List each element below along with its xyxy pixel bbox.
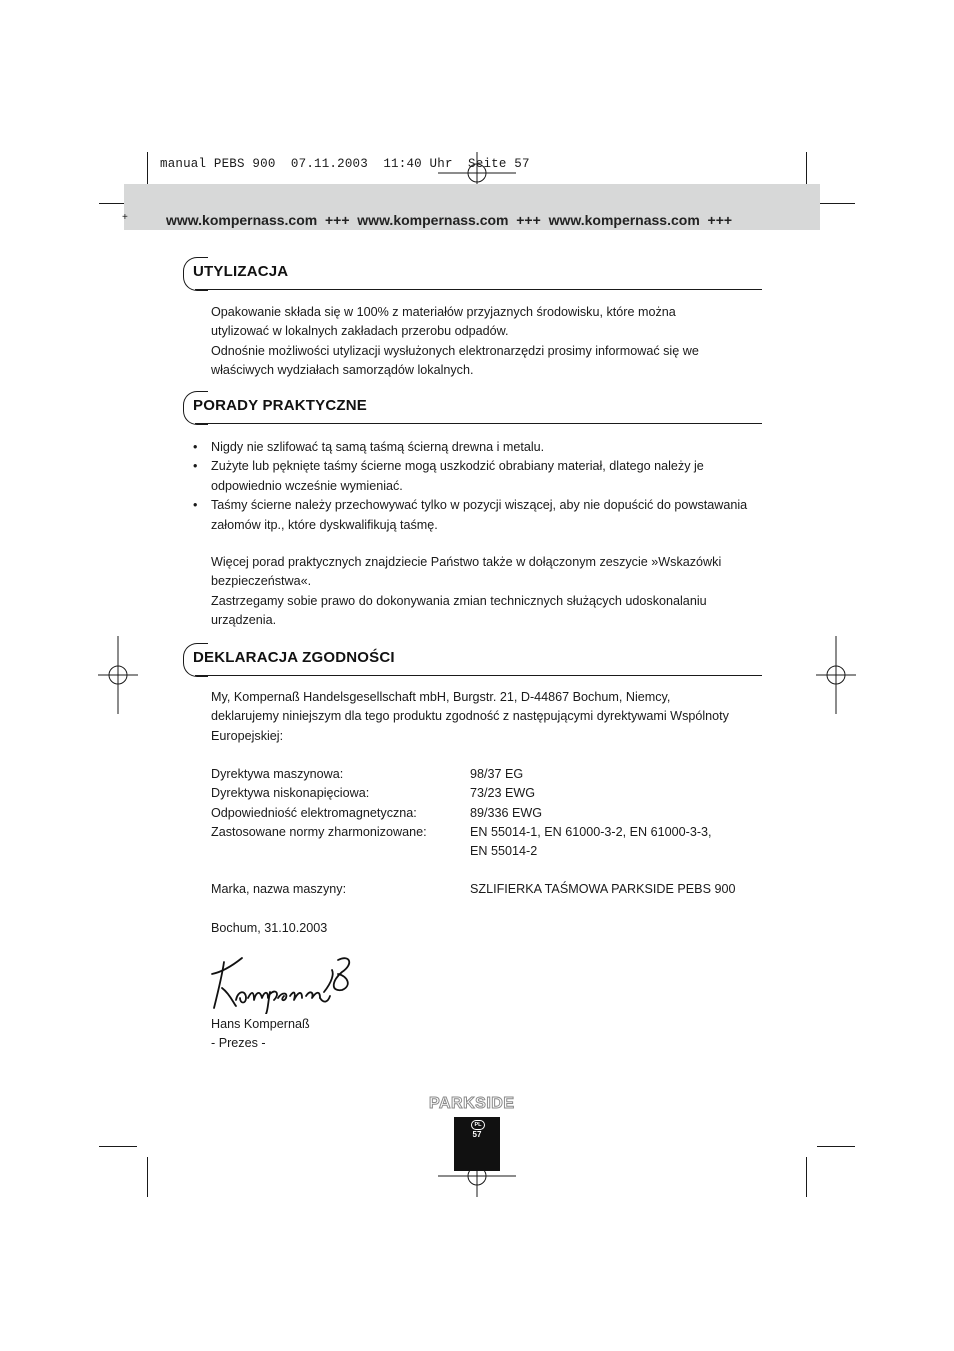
place-date: Bochum, 31.10.2003 xyxy=(211,921,328,935)
bullet-text: Zużyte lub pęknięte taśmy ścierne mogą uszkodzić obrabiany materiał, dlatego należy je odpowiednio wcześnie wymieniać. xyxy=(211,459,704,493)
signer-name: Hans Kompernaß xyxy=(211,1017,310,1031)
deklaracja-intro xyxy=(211,688,761,746)
text-line: deklarujemy niniejszym dla tego produktu zgodność z następującymi dyrektywami Wspólnoty xyxy=(211,709,729,724)
directive-label: Dyrektywa maszynowa: xyxy=(211,767,344,781)
section-heading-porady xyxy=(183,391,762,425)
page-number: 57 xyxy=(472,1130,482,1139)
bullet-icon: • xyxy=(193,459,198,474)
registration-mark-left xyxy=(98,636,138,714)
section-heading-deklaracja xyxy=(183,643,762,677)
text-line: utylizować w lokalnych zakładach przerobu odpadów. xyxy=(211,324,509,339)
crop-mark xyxy=(817,1146,855,1147)
directive-value: EN 55014-1, EN 61000-3-2, EN 61000-3-3, xyxy=(470,825,712,839)
header-website-text: www.kompernass.com +++ www.kompernass.com +++ www.kompernass.com +++ xyxy=(166,212,733,228)
crop-mark xyxy=(99,1146,137,1147)
signer-block xyxy=(211,1015,761,1054)
utylizacja-text xyxy=(211,303,761,381)
section-title: DEKLARACJA ZGODNOŚCI xyxy=(193,649,395,666)
directive-value: EN 55014-2 xyxy=(470,844,538,858)
list-item xyxy=(193,438,761,457)
section-heading-utylizacja xyxy=(183,257,762,291)
crop-mark xyxy=(817,203,855,204)
directive-value: 89/336 EWG xyxy=(470,806,543,820)
text-line: Więcej porad praktycznych znajdziecie Państwo także w dołączonym zeszycie »Wskazówki xyxy=(211,555,722,569)
directive-value: 98/37 EG xyxy=(470,767,524,781)
crop-mark xyxy=(147,1157,148,1197)
text-line: Zastrzegamy sobie prawo do dokonywania zmian technicznych służących udoskonalaniu xyxy=(211,593,707,608)
bullet-text: Nigdy nie szlifować tą samą taśmą ścierną drewna i metalu. xyxy=(211,440,545,454)
heading-rule xyxy=(195,423,762,424)
language-badge: PL xyxy=(471,1120,485,1130)
directive-label: Zastosowane normy zharmonizowane: xyxy=(211,825,427,839)
heading-rule xyxy=(195,289,762,290)
directive-value: 73/23 EWG xyxy=(470,786,536,800)
directive-label: Dyrektywa niskonapięciowa: xyxy=(211,786,370,800)
section-title: UTYLIZACJA xyxy=(193,263,289,280)
text-line: Opakowanie składa się w 100% z materiałów przyjaznych środowisku, które można xyxy=(211,305,676,319)
text-line: właściwych wydziałach samorządów lokalnych. xyxy=(211,363,474,378)
text-line: Europejskiej: xyxy=(211,728,284,743)
machine-value: SZLIFIERKA TAŚMOWA PARKSIDE PEBS 900 xyxy=(470,882,736,896)
heading-rule xyxy=(195,675,762,676)
parkside-logo: PARKSIDE xyxy=(429,1095,515,1112)
section-title: PORADY PRAKTYCZNE xyxy=(193,397,367,414)
porady-text xyxy=(211,553,761,631)
directive-label: Odpowiedniość elektromagnetyczna: xyxy=(211,806,417,820)
crop-mark xyxy=(806,1157,807,1197)
bullet-text: Taśmy ścierne należy przechowywać tylko w pozycji wiszącej, aby nie dopuścić do powstawania załomów itp., które dyskwalifikują taśmę. xyxy=(211,498,748,532)
bullet-icon: • xyxy=(193,498,198,513)
bullet-icon: • xyxy=(193,440,198,454)
text-line: Odnośnie możliwości utylizacji wysłużonych elektronarzędzi prosimy informować się we xyxy=(211,343,699,358)
signer-role: - Prezes - xyxy=(211,1036,266,1051)
bar-edge-tick: + xyxy=(122,212,128,223)
registration-mark-right xyxy=(816,636,856,714)
list-item xyxy=(193,496,761,535)
signature-image xyxy=(208,952,358,1014)
page-number-tab xyxy=(454,1117,500,1171)
text-line: urządzenia. xyxy=(211,613,277,628)
text-line: My, Kompernaß Handelsgesellschaft mbH, Burgstr. 21, D-44867 Bochum, Niemcy, xyxy=(211,690,671,704)
print-slug: manual PEBS 900 07.11.2003 11:40 Uhr Seite 57 xyxy=(160,157,530,171)
porady-bullet-list xyxy=(193,438,761,535)
text-line: bezpieczeństwa«. xyxy=(211,574,312,589)
machine-label: Marka, nazwa maszyny: xyxy=(211,882,347,896)
list-item xyxy=(193,457,761,496)
